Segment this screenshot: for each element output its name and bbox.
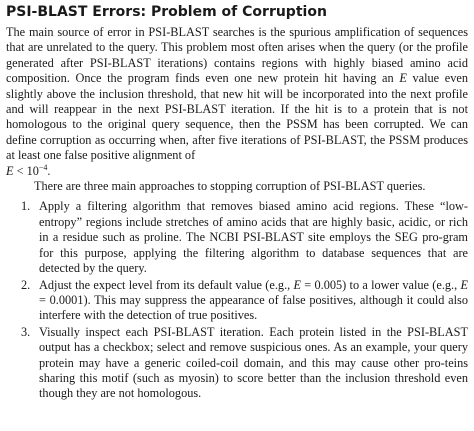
approaches-list [6,199,468,401]
paragraph-text: value even slightly above the inclusion threshold, that new hit will be incorporated into the next profile and will reappear in the next PSI-BLAST iteration. If the hit is to a protein that is not homologous to the original query sequence, then the PSSM has been corrupted. We can define corruption as occurring when, after five iterations of PSI-BLAST, the PSSM produces at least one false positive alignment of [6,71,468,163]
paragraph-text: . [47,163,51,178]
paragraph-corruption-definition [6,25,468,179]
e-value-symbol: E [6,163,14,178]
body-text [6,25,468,402]
e-value-symbol: E [293,277,302,292]
exponent: −4 [38,162,48,172]
e-value-symbol: E [460,277,469,292]
document-page [6,3,468,403]
list-item [6,199,468,276]
e-value-symbol: E [399,71,407,86]
list-item [6,325,468,402]
list-item-text: Adjust the expect level from its default value (e.g., [39,277,294,292]
section-heading: PSI-BLAST Errors: Problem of Corruption [6,4,327,20]
list-item-text: Apply a filtering algorithm that removes biased amino acid regions. These “low-entropy” regions include stretches of amino acids that are highly basic, acidic, or rich in a residue such as proline. The NCBI PSI-BLAST site employs the SEG pro-gram for this purpose, applying the filtering algorithm to database sequences that are detected by the query. [39,199,468,276]
list-item [6,278,468,324]
list-item-text: = 0.005) to a lower value (e.g., [301,277,461,292]
list-item-text: = 0.0001). This may suppress the appearance of false positives, although it could also interfere with the detection of true positives. [39,292,468,323]
list-item-text: Visually inspect each PSI-BLAST iteration. Each protein listed in the PSI-BLAST output has a checkbox; select and remove suspicious ones. As an example, your query protein may have a generic coiled-coil domain, and this may cause other pro-teins sharing this motif (such as myosin) to score better than the inclusion threshold even though they are not homologous. [39,324,468,401]
paragraph-text: The main source of error in PSI-BLAST searches is the spurious amplification of sequences that are unrelated to the query. This problem most often arises when the query (or the profile generated after PSI-BLAST iterations) contains regions with highly biased amino acid composition. Once the program finds even one new protein hit having an [6,25,468,86]
list-item-number: 1. [21,199,31,214]
list-item-number: 3. [21,324,31,339]
paragraph-approaches-intro: There are three main approaches to stopping corruption of PSI-BLAST queries. [34,179,426,194]
list-item-number: 2. [21,277,31,292]
paragraph-text: < 10 [13,163,39,178]
